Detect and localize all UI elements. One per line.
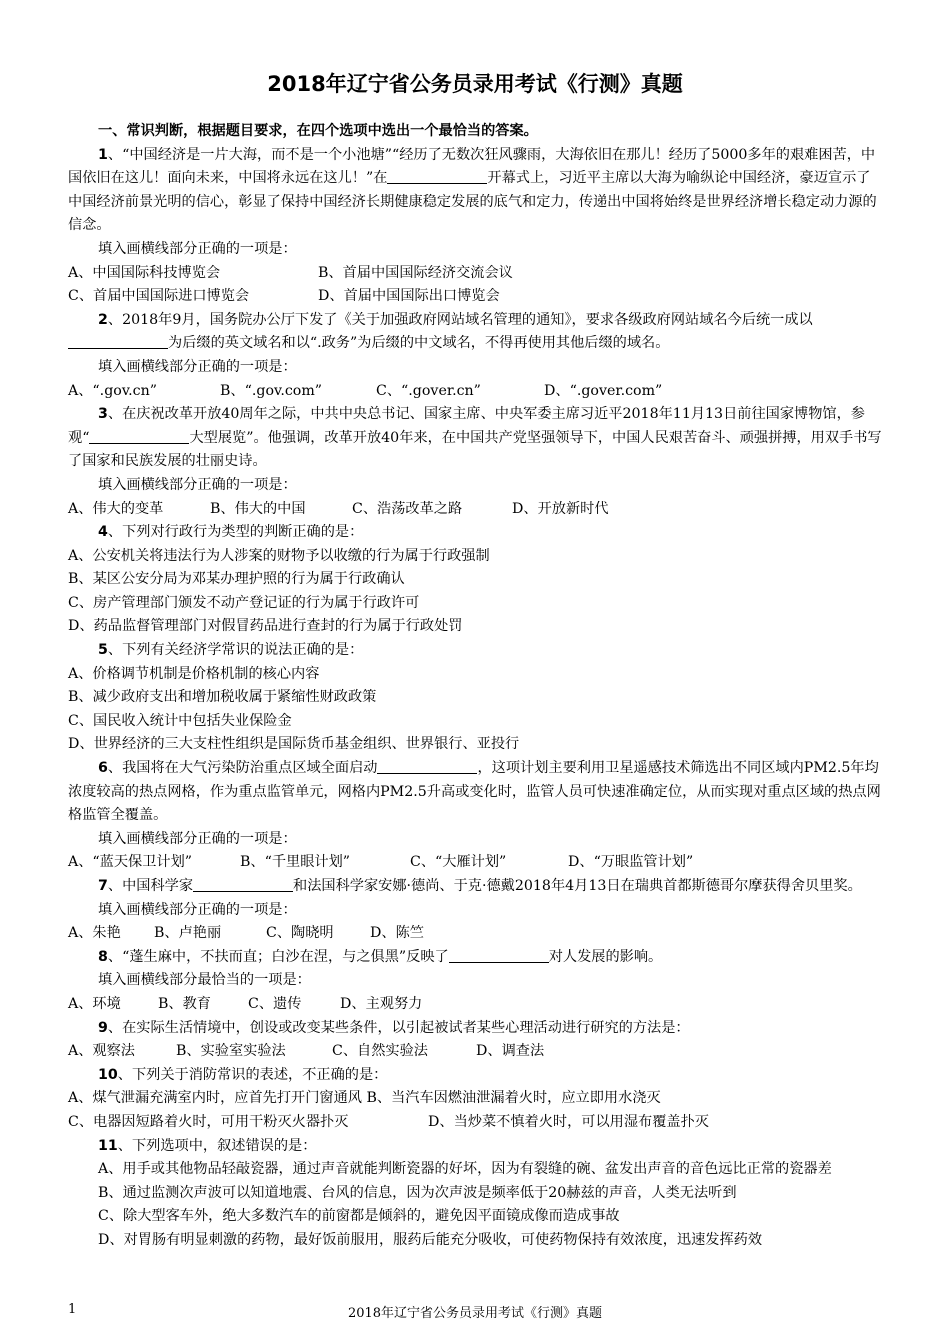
question-11: 11、下列选项中，叙述错误的是： — [98, 1137, 317, 1154]
option-d: D、首届中国国际出口博览会 — [318, 288, 500, 305]
question-number: 9 — [98, 1019, 108, 1036]
question-number: 11 — [98, 1137, 118, 1154]
option-d: D、陈竺 — [370, 925, 424, 942]
options-row — [68, 380, 884, 404]
options-row — [68, 993, 884, 1017]
options-row — [68, 851, 884, 875]
answer-blank — [377, 759, 477, 774]
option-b: B、实验室实验法 — [176, 1043, 286, 1060]
page-title: 2018年辽宁省公务员录用考试《行测》真题 — [267, 72, 683, 96]
option-b: B、伟大的中国 — [210, 500, 306, 517]
answer-blank — [449, 948, 549, 963]
option-d: D、“.gover.com” — [544, 382, 663, 399]
option-c: C、自然实验法 — [332, 1043, 428, 1060]
option-c: C、首届中国国际进口博览会 — [68, 288, 250, 305]
option-b: B、某区公安分局为邓某办理护照的行为属于行政确认 — [68, 571, 405, 588]
answer-blank — [193, 877, 293, 892]
question-number: 5 — [98, 642, 108, 659]
option-c: C、陶晓明 — [266, 925, 334, 942]
option-b: B、教育 — [158, 995, 211, 1012]
question-5: 5、下列有关经济学常识的说法正确的是： — [98, 642, 364, 659]
options-row — [68, 1040, 884, 1064]
question-number: 2 — [98, 311, 108, 328]
answer-blank — [89, 429, 189, 444]
option-b: B、卢艳丽 — [154, 925, 222, 942]
question-number: 6 — [98, 760, 108, 777]
question-prompt: 填入画横线部分正确的一项是： — [98, 358, 297, 375]
option-d: D、对胃肠有明显刺激的药物，最好饭前服用，服药后能充分吸收，可使药物保持有效浓度，迅速发挥药效 — [98, 1231, 763, 1248]
answer-blank — [68, 334, 168, 349]
option-a: A、观察法 — [68, 1043, 135, 1060]
option-a: A、公安机关将违法行为人涉案的财物予以收缴的行为属于行政强制 — [68, 547, 490, 564]
section-heading: 一、常识判断，根据题目要求，在四个选项中选出一个最恰当的答案。 — [98, 123, 538, 139]
page-number: 1 — [68, 1302, 77, 1317]
answer-blank — [387, 169, 487, 184]
option-b: B、减少政府支出和增加税收属于紧缩性财政政策 — [68, 689, 377, 706]
option-c: C、电器因短路着火时，可用干粉灭火器扑灭 — [68, 1113, 349, 1130]
option-b: B、“.gov.com” — [220, 382, 323, 399]
option-a: A、朱艳 — [68, 925, 121, 942]
option-a: A、用手或其他物品轻敲瓷器，通过声音就能判断瓷器的好坏，因为有裂缝的碗、盆发出声音的音色远比正常的瓷器差 — [98, 1161, 832, 1178]
question-number: 4 — [98, 524, 108, 541]
option-c: C、国民收入统计中包括失业保险金 — [68, 712, 292, 729]
question-9: 9、在实际生活情境中，创设或改变某些条件，以引起被试者某些心理活动进行研究的方法是： — [98, 1019, 690, 1036]
options-row — [68, 1111, 884, 1135]
option-a: A、环境 — [68, 995, 121, 1012]
footer-title: 2018年辽宁省公务员录用考试《行测》真题 — [347, 1306, 603, 1321]
question-2: 2、2018年9月，国务院办公厅下发了《关于加强政府网站域名管理的通知》，要求各级政府网站域名今后统一成以为后缀的英文域名和以“.政务”为后缀的中文域名，不得再使用其他后缀的域名。 — [68, 309, 884, 356]
option-a: A、伟大的变革 — [68, 500, 164, 517]
option-c: C、“大雁计划” — [410, 854, 507, 871]
option-d: D、开放新时代 — [512, 500, 609, 517]
option-d: D、当炒菜不慎着火时，可以用湿布覆盖扑灭 — [428, 1113, 709, 1130]
option-a: A、“蓝天保卫计划” — [68, 854, 193, 871]
document-body — [68, 120, 884, 1253]
options-row — [68, 922, 884, 946]
option-c: C、遗传 — [248, 995, 302, 1012]
option-b: B、首届中国国际经济交流会议 — [318, 264, 513, 281]
option-d: D、调查法 — [476, 1043, 545, 1060]
option-c: C、“.gover.cn” — [376, 382, 481, 399]
option-a: A、价格调节机制是价格机制的核心内容 — [68, 665, 320, 682]
question-7: 7、中国科学家 和法国科学家安娜·德尚、于克·德戴2018年4月13日在瑞典首都斯德哥尔摩获得舍贝里奖。 — [98, 878, 862, 894]
option-d: D、药品监督管理部门对假冒药品进行查封的行为属于行政处罚 — [68, 618, 463, 635]
question-3: 3、在庆祝改革开放40周年之际，中共中央总书记、国家主席、中央军委主席习近平2018年11月13日前往国家博物馆，参观“ 大型展览”。他强调，改革开放40年来，在中国共产党坚强领导下，中国人民艰苦奋斗、顽强拼搏，用双手书写了国家和民族发展的壮丽史诗。 — [68, 406, 882, 470]
question-prompt: 填入画横线部分正确的一项是： — [98, 476, 297, 493]
question-1: 1、“中国经济是一片大海，而不是一个小池塘”“经历了无数次狂风骤雨，大海依旧在那儿！经历了5000多年的艰难困苦，中国依旧在这儿！面向未来，中国将永远在这儿！”在 开幕式上，习近平主席以大海为喻纵论中国经济，豪迈宣示了中国经济前景光明的信心，彰显了保持中国经济长期健康稳定发展的底气和定力，传递出中国将始终是世界经济增长稳定动力源的信念。 — [68, 146, 877, 234]
options-row — [68, 262, 884, 286]
option-a: A、中国国际科技博览会 — [68, 264, 221, 281]
question-number: 7 — [98, 878, 108, 894]
option-c: C、除大型客车外，绝大多数汽车的前窗都是倾斜的，避免因平面镜成像而造成事故 — [98, 1208, 620, 1225]
option-b: B、通过监测次声波可以知道地震、台风的信息，因为次声波是频率低于20赫兹的声音，人类无法听到 — [98, 1184, 737, 1201]
question-number: 1 — [98, 146, 108, 163]
options-row — [68, 498, 884, 522]
question-6: 6、我国将在大气污染防治重点区域全面启动 ，这项计划主要利用卫星遥感技术筛选出不同区域内PM2.5年均浓度较高的热点网格，作为重点监管单元，网格内PM2.5升高或变化时，监管人员可快速准确定位，从而实现对重点区域的热点网格监管全覆盖。 — [68, 760, 881, 824]
question-prompt: 填入画横线部分正确的一项是： — [98, 830, 297, 847]
option-d: D、世界经济的三大支柱性组织是国际货币基金组织、世界银行、亚投行 — [68, 736, 520, 753]
option-d: D、主观努力 — [340, 995, 423, 1012]
option-d: D、“万眼监管计划” — [568, 854, 694, 871]
option-c: C、房产管理部门颁发不动产登记证的行为属于行政许可 — [68, 594, 420, 611]
question-number: 8 — [98, 948, 108, 965]
option-c: C、浩荡改革之路 — [352, 500, 463, 517]
question-prompt: 填入画横线部分正确的一项是： — [98, 901, 297, 918]
question-prompt: 填入画横线部分正确的一项是： — [98, 240, 297, 257]
question-number: 3 — [98, 406, 108, 423]
options-row — [68, 285, 884, 309]
question-4: 4、下列对行政行为类型的判断正确的是： — [98, 524, 364, 541]
question-number: 10 — [98, 1066, 118, 1083]
question-8: 8、“蓬生麻中，不扶而直；白沙在涅，与之俱黑”反映了 对人发展的影响。 — [98, 948, 663, 965]
option-a: A、“.gov.cn” — [68, 382, 157, 399]
options-ab: A、煤气泄漏充满室内时，应首先打开门窗通风 B、当汽车因燃油泄漏着火时，应立即用水浇灭 — [68, 1090, 661, 1107]
question-prompt: 填入画横线部分最恰当的一项是： — [98, 972, 311, 989]
question-10: 10、下列关于消防常识的表述，不正确的是： — [98, 1066, 388, 1083]
option-b: B、“千里眼计划” — [240, 854, 351, 871]
